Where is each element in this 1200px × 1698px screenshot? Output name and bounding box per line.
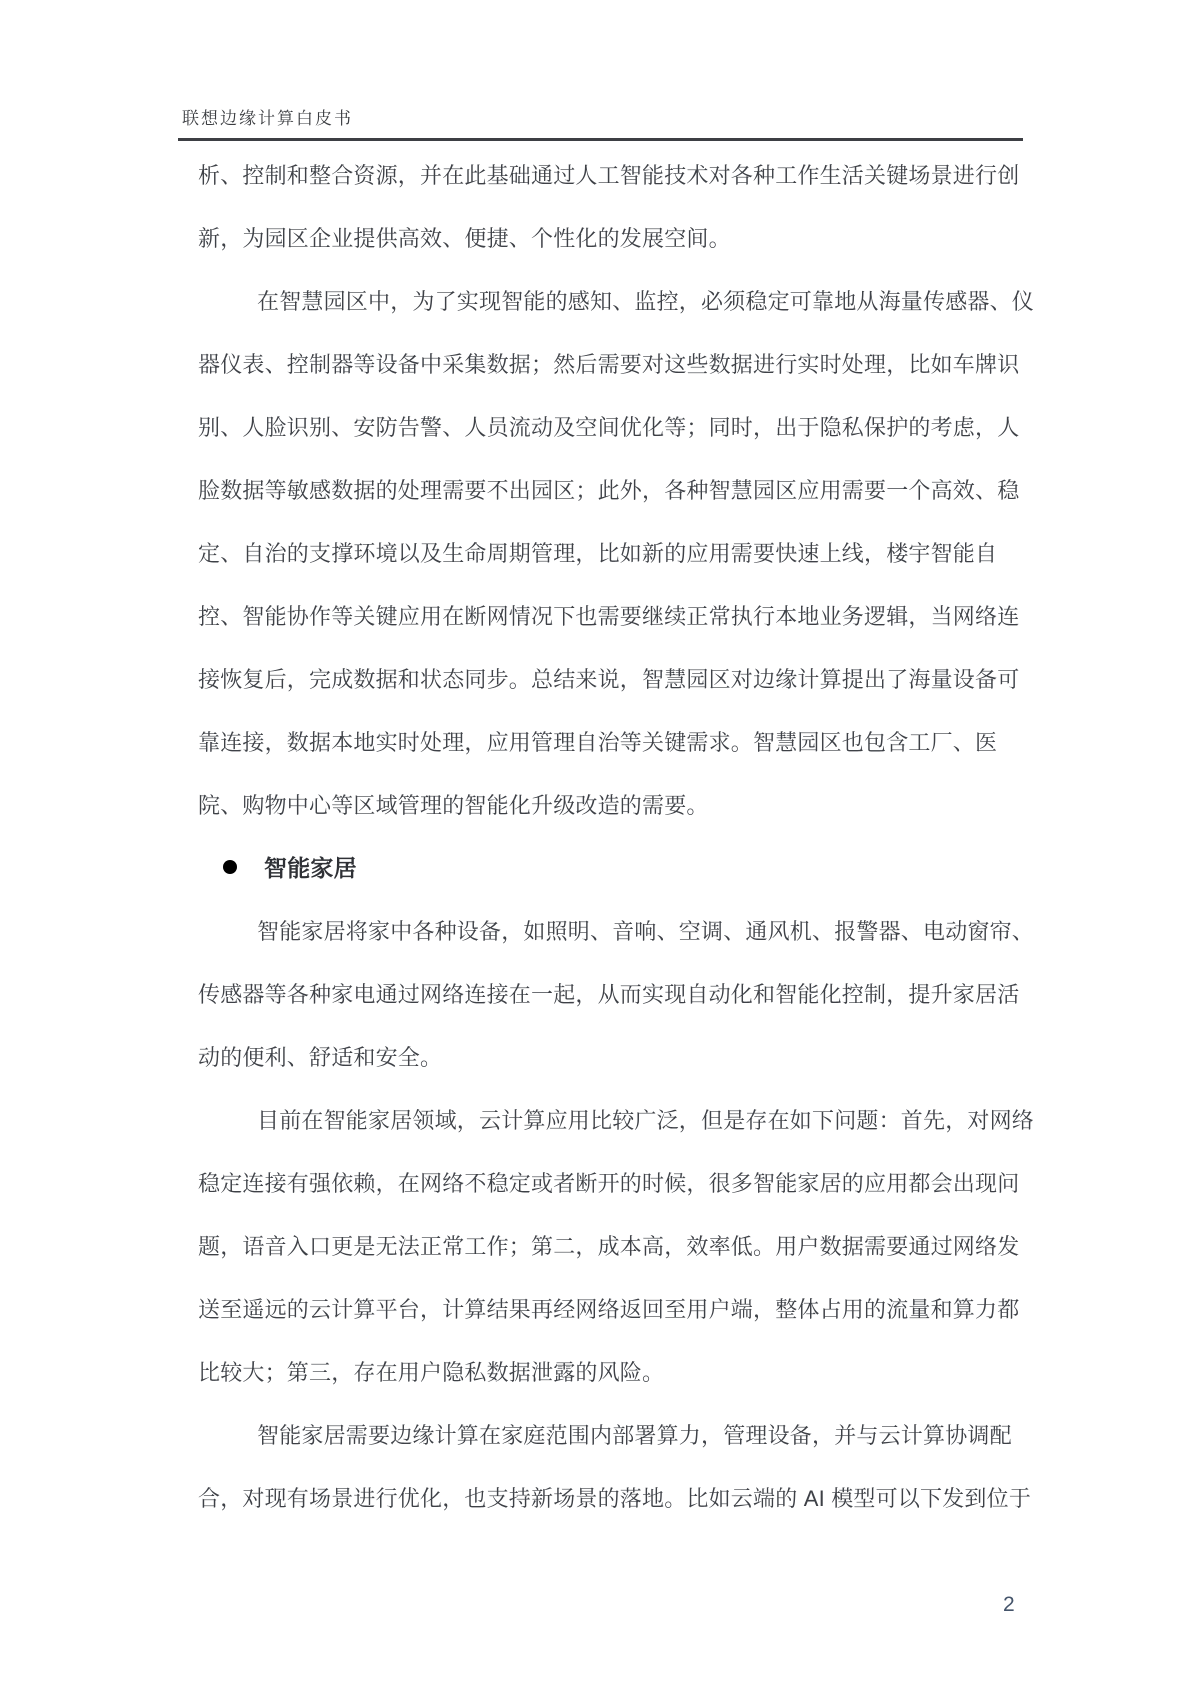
bullet-icon bbox=[223, 860, 237, 874]
text-line: 稳定连接有强依赖，在网络不稳定或者断开的时候，很多智能家居的应用都会出现问 bbox=[198, 1171, 1020, 1196]
text-line: 析、控制和整合资源，并在此基础通过人工智能技术对各种工作生活关键场景进行创 bbox=[198, 163, 1020, 188]
text-line: 在智慧园区中，为了实现智能的感知、监控，必须稳定可靠地从海量传感器、仪 bbox=[257, 289, 1035, 314]
header-title: 联想边缘计算白皮书 bbox=[182, 109, 353, 129]
text-line: 器仪表、控制器等设备中采集数据；然后需要对这些数据进行实时处理，比如车牌识 bbox=[198, 352, 1020, 377]
text-line: 题，语音入口更是无法正常工作；第二，成本高，效率低。用户数据需要通过网络发 bbox=[198, 1234, 1020, 1259]
document-body bbox=[198, 144, 1035, 1530]
text-line: 智能家居需要边缘计算在家庭范围内部署算力，管理设备，并与云计算协调配 bbox=[257, 1423, 1012, 1448]
text-line: 目前在智能家居领域，云计算应用比较广泛，但是存在如下问题：首先，对网络 bbox=[257, 1108, 1035, 1133]
text-line: 传感器等各种家电通过网络连接在一起，从而实现自动化和智能化控制，提升家居活 bbox=[198, 982, 1020, 1007]
text-line: 智能家居将家中各种设备，如照明、音响、空调、通风机、报警器、电动窗帘、 bbox=[257, 919, 1035, 944]
text-line: 靠连接，数据本地实时处理，应用管理自治等关键需求。智慧园区也包含工厂、医 bbox=[198, 730, 998, 755]
text-line: 定、自治的支撑环境以及生命周期管理，比如新的应用需要快速上线，楼宇智能自 bbox=[198, 541, 998, 566]
header-rule bbox=[178, 138, 1023, 141]
section-heading: 智能家居 bbox=[264, 855, 357, 881]
text-line: 别、人脸识别、安防告警、人员流动及空间优化等；同时，出于隐私保护的考虑，人 bbox=[198, 415, 1020, 440]
page-number: 2 bbox=[1003, 1593, 1015, 1616]
text-line: 接恢复后，完成数据和状态同步。总结来说，智慧园区对边缘计算提出了海量设备可 bbox=[198, 667, 1020, 692]
text-line: 比较大；第三，存在用户隐私数据泄露的风险。 bbox=[198, 1360, 665, 1385]
text-line: 院、购物中心等区域管理的智能化升级改造的需要。 bbox=[198, 793, 709, 818]
bullet-heading-line bbox=[198, 837, 1010, 900]
text-line: 脸数据等敏感数据的处理需要不出园区；此外，各种智慧园区应用需要一个高效、稳 bbox=[198, 478, 1020, 503]
text-line: 控、智能协作等关键应用在断网情况下也需要继续正常执行本地业务逻辑，当网络连 bbox=[198, 604, 1020, 629]
text-line: 合，对现有场景进行优化，也支持新场景的落地。比如云端的 AI 模型可以下发到位于 bbox=[198, 1486, 1032, 1511]
text-line: 送至遥远的云计算平台，计算结果再经网络返回至用户端，整体占用的流量和算力都 bbox=[198, 1297, 1020, 1322]
text-line: 动的便利、舒适和安全。 bbox=[198, 1045, 443, 1070]
text-line: 新，为园区企业提供高效、便捷、个性化的发展空间。 bbox=[198, 226, 731, 251]
